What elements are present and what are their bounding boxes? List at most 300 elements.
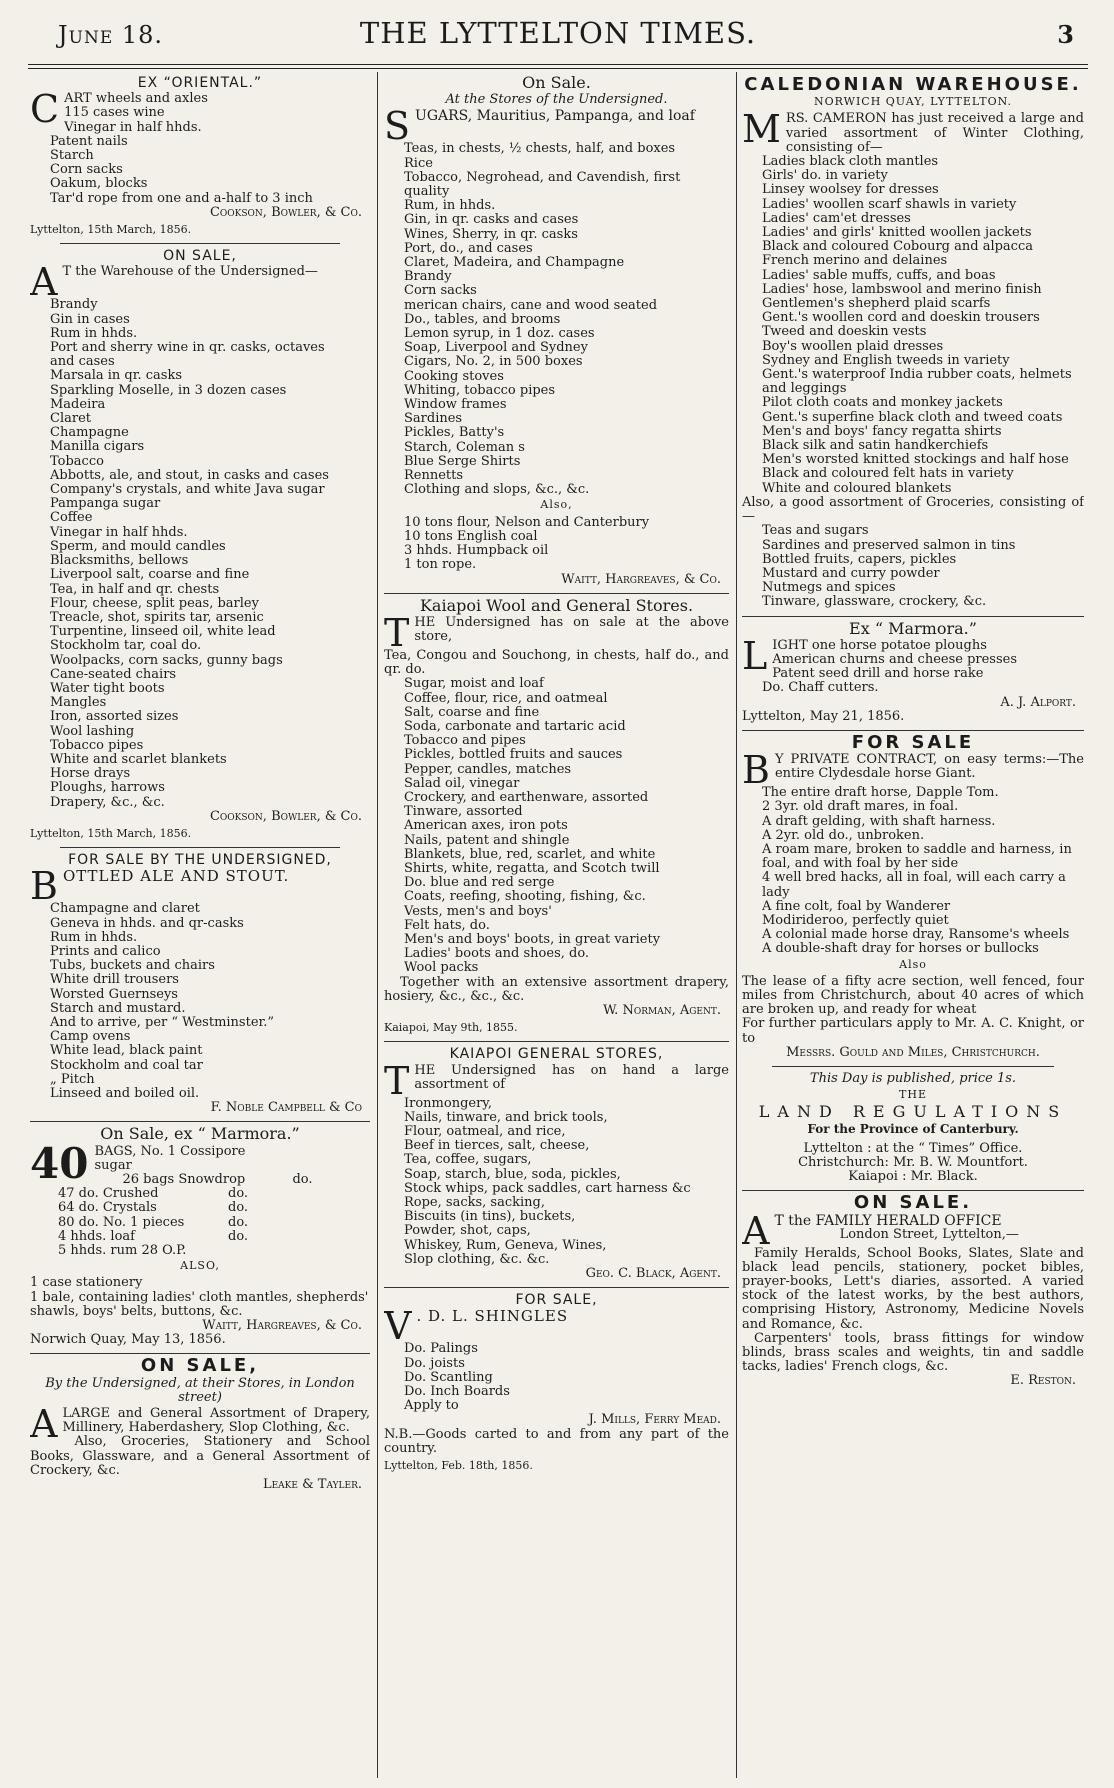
masthead-rule (28, 64, 1088, 69)
ad-heading: FOR SALE BY THE UNDERSIGNED, (68, 852, 332, 869)
list-item: Mustard and curry powder (762, 565, 940, 581)
ad-date: Lyttelton, 15th March, 1856. (30, 223, 192, 237)
table-row (30, 1230, 370, 1244)
ditto-cell: do. (228, 1186, 249, 1202)
list-item: Cooking stoves (404, 368, 504, 384)
list-item: Powder, shot, caps, (404, 1223, 531, 1239)
ad-signature: W. Norman, Agent. (603, 1002, 721, 1018)
list-item: „ Pitch (50, 1071, 95, 1087)
list-item: Gent.'s woollen cord and doeskin trousers (762, 310, 1040, 326)
list-item: Port, do., and cases (404, 240, 533, 256)
list-item: Drapery, &c., &c. (50, 794, 165, 810)
list-item: Do. joists (404, 1355, 465, 1371)
list-item: 4 well bred hacks, all in foal, will each carry a lady (762, 870, 1066, 900)
list-item: Tinware, glassware, crockery, &c. (762, 594, 987, 610)
list-item: and cases (50, 354, 115, 370)
list-item: 10 tons English coal (404, 528, 538, 544)
ad-intro: T the Warehouse of the Undersigned— (62, 264, 318, 280)
list-item: Rum, in hhds. (404, 198, 496, 214)
divider (742, 616, 1084, 617)
list-item: Geneva in hhds. and qr-casks (50, 915, 244, 931)
table-row (30, 1216, 370, 1230)
list-item: 1 case stationery (30, 1275, 143, 1291)
list-item: Tea, coffee, sugars, (404, 1152, 532, 1168)
list-item: Biscuits (in tins), buckets, (404, 1209, 576, 1225)
ad-kaiapoi-wool (384, 595, 729, 1036)
ditto-cell: do. (228, 1214, 249, 1230)
list-item: White and scarlet blankets (50, 751, 227, 767)
list-item: Linseed and boiled oil. (50, 1086, 200, 1101)
list-item: Crockery, and earthenware, assorted (404, 789, 649, 805)
drop-cap: M (742, 107, 781, 152)
list-item: Do. Chaff cutters. (762, 680, 879, 696)
item-list (384, 142, 729, 497)
ad-address: NORWICH QUAY, LYTTELTON. (813, 95, 1013, 109)
list-item: Nutmegs and spices (762, 580, 896, 596)
page-number: 3 (1057, 20, 1074, 49)
ad-intro: HE Undersigned has on sale at the above store, (414, 614, 729, 645)
list-item: Do. Palings (404, 1341, 478, 1357)
list-item: Kaiapoi : Mr. Black. (848, 1169, 978, 1185)
list-item: Rope, sacks, sacking, (404, 1195, 545, 1211)
list-item: Clothing and slops, &c., &c. (404, 482, 590, 498)
ad-date: Kaiapoi, May 9th, 1855. (384, 1021, 518, 1035)
list-item: Men's and boys' fancy regatta shirts (762, 423, 1002, 439)
list-item: Black and coloured Cobourg and alpacca (762, 239, 1033, 255)
column-1 (30, 74, 370, 1496)
list-item: Do. Scantling (404, 1369, 493, 1385)
item-cell: 80 do. No. 1 pieces (58, 1214, 185, 1230)
ditto-cell: do. (292, 1172, 313, 1188)
list-item: Vinegar in half hhds. (64, 119, 202, 135)
ditto-cell: do. (228, 1200, 249, 1216)
list-item: Bottled fruits, capers, pickles (762, 551, 957, 567)
item-list (742, 653, 1084, 696)
list-item: Slop clothing, &c. &c. (404, 1251, 550, 1267)
list-item: Pepper, candles, matches (404, 761, 572, 777)
list-item: Vests, men's and boys' (404, 903, 552, 919)
ad-kaiapoi-general (384, 1047, 729, 1281)
list-item: 1 bale, containing ladies' cloth mantles, shepherds' shawls, boys' belts, buttons, &c. (30, 1289, 369, 1319)
list-item: Soda, carbonate and tartaric acid (404, 718, 626, 734)
drop-cap: V (384, 1304, 412, 1349)
list-item: Brandy (50, 297, 98, 313)
list-item: Sydney and English tweeds in variety (762, 352, 1010, 368)
drop-numeral: 40 (30, 1138, 89, 1188)
table-row (30, 1201, 370, 1215)
list-item: 3 hhds. Humpback oil (404, 543, 549, 559)
list-item: A roam mare, broken to saddle and harness, in foal, and with foal by her side (762, 841, 1072, 872)
ad-heading: On Sale. (522, 74, 591, 92)
list-item: Starch (50, 148, 94, 164)
list-item: Do. blue and red serge (404, 875, 555, 891)
list-item: Gentlemen's shepherd plaid scarfs (762, 296, 991, 312)
ad-date: Norwich Quay, May 13, 1856. (30, 1332, 226, 1348)
list-item: Stockholm tar, coal do. (50, 638, 202, 654)
list-item: Tweed and doeskin vests (762, 324, 927, 340)
list-item: Ladies' woollen scarf shawls in variety (762, 196, 1017, 212)
list-item: And to arrive, per “ Westminster.” (50, 1014, 275, 1030)
ad-land-regulations (742, 1072, 1084, 1184)
ad-heading: Kaiapoi Wool and General Stores. (419, 595, 694, 615)
list-item: A double-shaft dray for horses or bullocks (762, 941, 1039, 957)
list-item: Port and sherry wine in qr. casks, octaves (50, 340, 325, 356)
list-item: Tubs, buckets and chairs (50, 958, 215, 974)
list-item: Madeira (50, 396, 106, 412)
list-item: Stock whips, pack saddles, cart harness &c (404, 1180, 691, 1196)
list-item: Black silk and satin handkerchiefs (762, 438, 989, 454)
also-label: Also, (540, 498, 573, 512)
ditto-cell (264, 1145, 370, 1173)
list-item: Lemon syrup, in 1 doz. cases (404, 326, 595, 342)
issue-date: June 18. (58, 21, 164, 49)
ad-alport-marmora (742, 618, 1084, 724)
list-item: Black and coloured felt hats in variety (762, 466, 1014, 482)
ad-signature: Waitt, Hargreaves, & Co. (202, 1318, 362, 1334)
ad-signature: F. Noble Campbell & Co (210, 1100, 362, 1116)
list-item: Claret (50, 411, 91, 427)
ad-subheading: This Day is published, price 1s. (809, 1071, 1017, 1086)
list-item: Tea, in half and qr. chests (50, 581, 220, 597)
list-item: Liverpool salt, coarse and fine (50, 567, 250, 583)
drop-cap: A (30, 1402, 58, 1447)
list-item: Girls' do. in variety (762, 168, 888, 184)
ad-heading: KAIAPOI GENERAL STORES, (449, 1046, 664, 1063)
ad-signature: J. Mills, Ferry Mead. (588, 1412, 721, 1428)
list-item: Pilot cloth coats and monkey jackets (762, 395, 1003, 411)
list-item: Whiting, tobacco pipes (404, 382, 556, 398)
list-item: 115 cases wine (64, 105, 165, 121)
list-item: Stockholm and coal tar (50, 1057, 203, 1073)
list-item: Nails, tinware, and brick tools, (404, 1109, 608, 1125)
ad-intro: Y PRIVATE CONTRACT, on easy terms:—The entire Clydesdale horse Giant. (774, 752, 1084, 782)
list-item: Window frames (404, 397, 507, 413)
list-item: Cane-seated chairs (50, 666, 177, 682)
ad-heading: On Sale, ex “ Marmora.” (100, 1124, 300, 1144)
list-item: A draft gelding, with shaft harness. (762, 813, 996, 829)
item-list (30, 298, 370, 809)
ad-paragraph: Tea, Congou and Souchong, in chests, half do., and qr. do. (384, 647, 729, 678)
list-item: Ladies' hose, lambswool and merino finish (762, 281, 1042, 297)
list-item: Ploughs, harrows (50, 780, 165, 796)
list-item: Wool lashing (50, 723, 135, 739)
divider (772, 1066, 1054, 1067)
list-item: Shirts, white, regatta, and Scotch twill (404, 860, 660, 876)
list-item: Flour, oatmeal, and rice, (404, 1124, 566, 1139)
divider (60, 847, 340, 848)
list-item: Turpentine, linseed oil, white lead (50, 624, 276, 640)
drop-cap: A (30, 260, 58, 305)
list-item: Ladies' cam'et dresses (762, 210, 911, 226)
item-list (742, 786, 1084, 956)
list-item: White lead, black paint (50, 1043, 203, 1059)
list-item: Wool packs (404, 960, 479, 976)
list-item: Modirideroo, perfectly quiet (762, 912, 949, 928)
table-row (94, 1173, 370, 1187)
list-item: Coats, reefing, shooting, fishing, &c. (404, 889, 646, 905)
column-2 (384, 74, 729, 1477)
ad-signature: Geo. C. Black, Agent. (585, 1266, 721, 1282)
also-label: Also (899, 957, 927, 971)
list-item: Tinware, assorted (404, 804, 523, 820)
ad-paragraph: Also, Groceries, Stationery and School Books, Glassware, and a General Assortment of Crockery, &c. (30, 1434, 370, 1478)
item-cell: 47 do. Crushed (58, 1186, 159, 1202)
item-list (384, 1097, 729, 1267)
list-item: Camp ovens (50, 1029, 131, 1045)
also-label: ALSO, (180, 1259, 220, 1273)
list-item: French merino and delaines (762, 253, 948, 269)
item-list (30, 1276, 370, 1319)
item-cell: 64 do. Crystals (58, 1200, 157, 1216)
divider (30, 1353, 370, 1354)
list-item: Wines, Sherry, in qr. casks (404, 226, 578, 242)
list-item: Soap, starch, blue, soda, pickles, (404, 1166, 621, 1182)
list-item: A 2yr. old do., unbroken. (762, 827, 925, 843)
list-item: Gent.'s superfine black cloth and tweed coats (762, 409, 1063, 425)
ad-kicker: THE (899, 1088, 927, 1102)
list-item: Sperm, and mould candles (50, 538, 226, 554)
list-item: Abbotts, ale, and stout, in casks and cases (50, 467, 329, 483)
ad-paragraph: LARGE and General Assortment of Drapery, Millinery, Haberdashery, Slop Clothing, &c. (62, 1406, 370, 1436)
ad-subheading: For the Province of Canterbury. (807, 1121, 1019, 1136)
list-item: Sardines (404, 411, 463, 427)
ad-heading: CALEDONIAN WAREHOUSE. (744, 74, 1082, 95)
list-item: Mangles (50, 695, 107, 711)
list-item: ART wheels and axles (64, 91, 208, 107)
list-item: Woolpacks, corn sacks, gunny bags (50, 652, 283, 668)
ad-heading: ON SALE, (140, 1355, 260, 1377)
list-item: Linsey woolsey for dresses (762, 182, 939, 198)
ad-signature: Waitt, Hargreaves, & Co. (561, 571, 721, 587)
list-item: Whiskey, Rum, Geneva, Wines, (404, 1237, 607, 1253)
list-item: Men's and boys' boots, in great variety (404, 931, 661, 947)
newspaper-title: THE LYTTELTON TIMES. (359, 16, 757, 50)
divider (60, 243, 340, 244)
ad-family-herald (742, 1192, 1084, 1389)
list-item: Starch, Coleman s (404, 439, 525, 455)
drop-cap: T (384, 1058, 410, 1103)
list-item: A fine colt, foal by Wanderer (762, 898, 951, 914)
list-item: The entire draft horse, Dapple Tom. (762, 785, 999, 801)
list-item: Do., tables, and brooms (404, 311, 561, 327)
list-item: Sparkling Moselle, in 3 dozen cases (50, 382, 287, 398)
ad-paragraph: N.B.—Goods carted to and from any part of the country. (384, 1426, 729, 1456)
ditto-cell (228, 1244, 370, 1258)
list-item: Coffee (50, 510, 93, 526)
ad-leake-tayler (30, 1355, 370, 1493)
drop-cap: S (384, 104, 411, 149)
drop-cap: B (742, 748, 770, 793)
list-item: Claret, Madeira, and Champagne (404, 255, 625, 271)
list-item: Beef in tierces, salt, cheese, (404, 1138, 590, 1154)
list-item: Water tight boots (50, 680, 165, 696)
list-item: Do. Inch Boards (404, 1384, 510, 1400)
item-cell: 26 bags Snowdrop (122, 1172, 246, 1188)
ad-heading: ON SALE, (163, 248, 237, 265)
list-item: Tobacco pipes (50, 737, 144, 753)
list-item: Lyttelton : at the “ Times” Office. (803, 1140, 1023, 1156)
ad-signature: Messrs. Gould and Miles, Christchurch. (786, 1044, 1040, 1060)
list-item: Gin, in qr. casks and cases (404, 212, 579, 228)
list-item: Vinegar in half hhds. (50, 524, 188, 540)
list-item: 10 tons flour, Nelson and Canterbury (404, 514, 650, 530)
ad-for-sale-horses (742, 731, 1084, 1060)
ad-paragraph: Family Heralds, School Books, Slates, Slate and black lead pencils, stationery, pocket bibles, prayer-books, Lett's diaries, assorted. A varied stock of the latest works, by the best authors, comprising History, Astronomy, Medicine Novels and Romance, &c. (742, 1245, 1084, 1332)
item-cell: 5 hhds. rum 28 O.P. (58, 1243, 187, 1259)
ad-waitt-on-sale (384, 76, 729, 587)
ad-shingles (384, 1293, 729, 1473)
list-item: Christchurch: Mr. B. W. Mountfort. (798, 1155, 1028, 1171)
ad-paragraph: Carpenters' tools, brass fittings for window blinds, brass scales and weights, tin and saddle tacks, ladies' French clogs, &c. (742, 1330, 1084, 1375)
list-item: 1 ton rope. (404, 557, 477, 573)
masthead (28, 16, 1088, 62)
ditto-cell: do. (228, 1228, 249, 1244)
list-item: Nails, patent and shingle (404, 832, 570, 848)
item-list (384, 516, 729, 573)
ad-intro: OTTLED ALE AND STOUT. (62, 867, 290, 886)
ad-paragraph: Together with an extensive assortment drapery, hosiery, &c., &c., &c. (384, 974, 729, 1004)
list-item: Salad oil, vinegar (404, 775, 520, 791)
list-item: Rum in hhds. (50, 929, 138, 945)
ad-intro: HE Undersigned has on hand a large assortment of (414, 1062, 729, 1092)
ad-intro: T the FAMILY HERALD OFFICE (774, 1212, 1002, 1229)
drop-cap: B (30, 864, 58, 909)
list-item: Treacle, shot, spirits tar, arsenic (50, 609, 264, 625)
list-item: Company's crystals, and white Java sugar (50, 482, 325, 498)
ad-date: Lyttelton, 15th March, 1856. (30, 826, 192, 840)
item-list (30, 902, 370, 1101)
list-item: Patent nails (50, 133, 128, 149)
table-row (94, 1145, 370, 1173)
list-item: Corn sacks (404, 283, 477, 299)
list-item: A colonial made horse dray, Ransome's wheels (762, 927, 1070, 943)
ad-oriental (30, 76, 370, 237)
item-list (742, 1142, 1084, 1185)
list-item: 2 3yr. old draft mares, in foal. (762, 799, 959, 815)
ad-paragraph: Also, a good assortment of Groceries, consisting of— (742, 494, 1084, 525)
ad-subheading: At the Stores of the Undersigned. (445, 92, 668, 108)
ad-marmora-sugar (30, 1124, 370, 1348)
divider (384, 1041, 729, 1042)
list-item: Champagne (50, 425, 129, 441)
table-row (30, 1244, 370, 1258)
list-item: Soap, Liverpool and Sydney (404, 340, 588, 356)
ad-date: Lyttelton, Feb. 18th, 1856. (384, 1459, 533, 1473)
item-list (742, 155, 1084, 496)
list-item: Apply to (404, 1398, 459, 1414)
divider (384, 1287, 729, 1288)
drop-cap: C (30, 87, 60, 132)
list-item: merican chairs, cane and wood seated (404, 297, 658, 313)
ad-bottled-ale (30, 853, 370, 1115)
list-item: Horse drays (50, 766, 131, 782)
ad-intro: UGARS, Mauritius, Pampanga, and loaf (415, 108, 695, 125)
list-item: American axes, iron pots (404, 818, 568, 834)
list-item: Ironmongery, (404, 1095, 493, 1111)
ad-date: Lyttelton, May 21, 1856. (742, 708, 905, 724)
divider (742, 1190, 1084, 1191)
list-item: Prints and calico (50, 943, 161, 959)
list-item: Worsted Guernseys (50, 986, 178, 1002)
ad-signature: Cookson, Bowler, & Co. (209, 808, 362, 824)
ad-heading: Ex “ Marmora.” (849, 618, 977, 638)
column-3 (742, 74, 1084, 1393)
ad-intro: IGHT one horse potatoe ploughs (772, 637, 987, 653)
list-item: Salt, coarse and fine (404, 704, 540, 720)
list-item: Brandy (404, 269, 452, 285)
item-list (30, 87, 370, 206)
list-item: Ladies' and girls' knitted woollen jackets (762, 225, 1032, 241)
ad-signature: E. Reston. (1010, 1373, 1076, 1389)
list-item: Cigars, No. 2, in 500 boxes (404, 354, 583, 370)
list-item: Rum in hhds. (50, 325, 138, 341)
ad-paragraph: For further particulars apply to Mr. A. C. Knight, or to (742, 1016, 1084, 1046)
list-item: Rennetts (404, 468, 464, 484)
list-item: Felt hats, do. (404, 917, 490, 933)
ad-intro: RS. CAMERON has just received a large and varied assortment of Winter Clothing, consisting of— (785, 111, 1084, 155)
list-item: Tobacco and pipes (404, 733, 526, 749)
ad-heading: EX “ORIENTAL.” (137, 75, 263, 91)
list-item: Marsala in qr. casks (50, 368, 183, 384)
ad-subheading: London Street, Lyttelton,— (839, 1226, 1019, 1242)
ad-heading: ON SALE. (853, 1192, 973, 1214)
drop-cap: T (384, 610, 410, 655)
ad-intro: . D. L. SHINGLES (416, 1307, 569, 1326)
list-item: Ladies black cloth mantles (762, 154, 939, 170)
divider (742, 730, 1084, 731)
list-item: White and coloured blankets (762, 480, 952, 496)
item-cell: BAGS, No. 1 Cossipore sugar (94, 1143, 246, 1173)
drop-cap: A (742, 1208, 770, 1253)
list-item: Sardines and preserved salmon in tins (762, 537, 1016, 553)
list-item: Blacksmiths, bellows (50, 553, 189, 569)
ad-paragraph: The lease of a fifty acre section, well fenced, four miles from Christchurch, about 40 acres of which are broken up, and ready for wheat (742, 973, 1084, 1018)
ad-heading: LAND REGULATIONS (758, 1102, 1068, 1122)
list-item: Boy's woollen plaid dresses (762, 338, 944, 354)
item-list (742, 524, 1084, 609)
list-item: Starch and mustard. (50, 1000, 186, 1016)
list-item: Men's worsted knitted stockings and half hose (762, 452, 1069, 468)
list-item: Tobacco (50, 453, 104, 469)
list-item: Pickles, bottled fruits and sauces (404, 747, 623, 763)
list-item: Corn sacks (50, 162, 123, 178)
ad-signature: Leake & Tayler. (262, 1477, 362, 1493)
ad-on-sale-cookson (30, 249, 370, 841)
list-item: Rice (404, 155, 433, 171)
ad-subheading: By the Undersigned, at their Stores, in London street) (45, 1375, 355, 1405)
list-item: Sugar, moist and loaf (404, 676, 544, 692)
drop-cap: L (742, 633, 768, 678)
list-item: Iron, assorted sizes (50, 709, 179, 725)
divider (384, 593, 729, 594)
column-rule-1 (377, 72, 378, 1778)
list-item: American churns and cheese presses (772, 651, 1018, 667)
list-item: Gin in cases (50, 311, 130, 327)
ad-heading: FOR SALE (851, 731, 975, 753)
ad-signature: A. J. Alport. (1000, 694, 1076, 710)
list-item: Gent.'s waterproof India rubber coats, helmets and leggings (762, 367, 1072, 397)
list-item: Coffee, flour, rice, and oatmeal (404, 690, 608, 706)
list-item: Champagne and claret (50, 901, 200, 917)
list-item: Patent seed drill and horse rake (772, 666, 984, 682)
column-rule-2 (736, 72, 737, 1778)
list-item: Pampanga sugar (50, 496, 161, 512)
list-item: Ladies' sable muffs, cuffs, and boas (762, 267, 996, 283)
list-item: Pickles, Batty's (404, 425, 505, 441)
item-list (384, 677, 729, 975)
item-cell: 4 hhds. loaf (58, 1228, 135, 1244)
list-item: Manilla cigars (50, 439, 145, 455)
